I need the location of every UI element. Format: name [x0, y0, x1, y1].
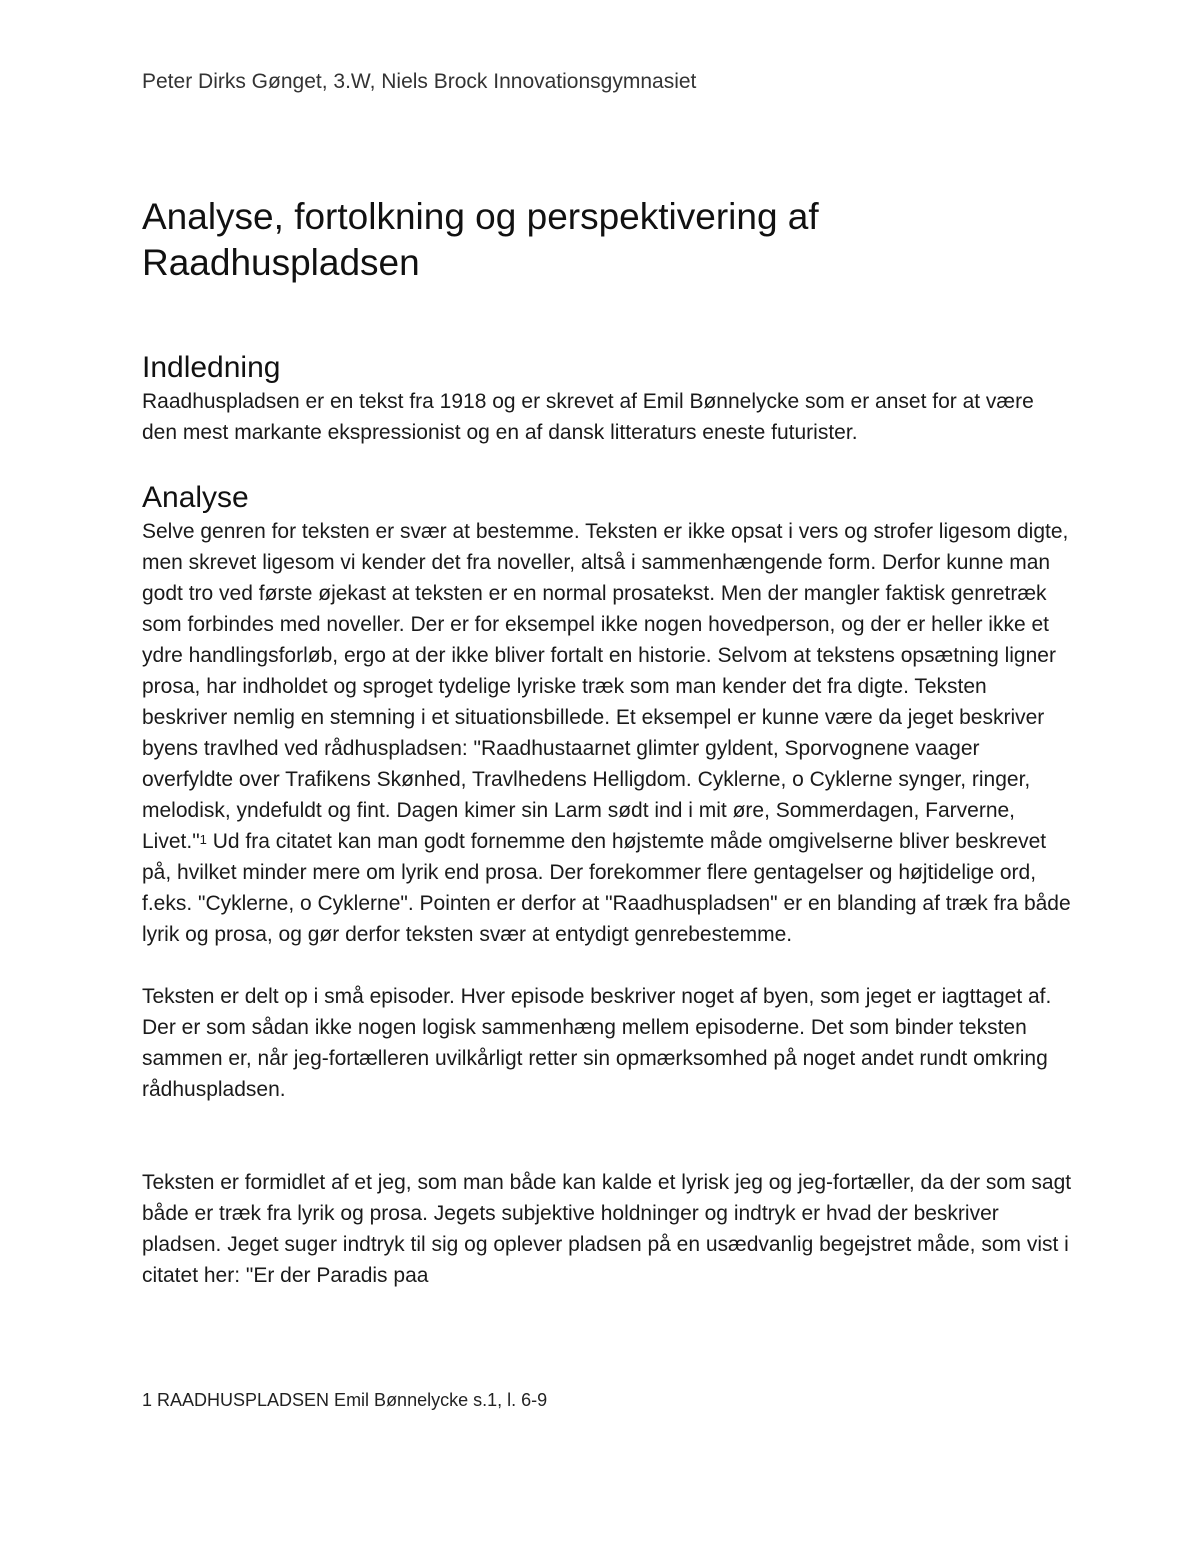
analysis-paragraph-1 — [142, 516, 1072, 950]
title-line-2: Raadhuspladsen — [142, 242, 420, 283]
title-line-1: Analyse, fortolkning og perspektivering af — [142, 196, 819, 237]
intro-paragraph: Raadhuspladsen er en tekst fra 1918 og er skrevet af Emil Bønnelycke som er anset for at være den mest markante ekspressionist og en af dansk litteraturs eneste futurister. — [142, 390, 1034, 444]
section-heading-analysis: Analyse — [142, 481, 249, 514]
analysis-paragraph-1-part-a: Selve genren for teksten er svær at bestemme. Teksten er ikke opsat i vers og strofer ligesom digte, men skrevet ligesom vi kender det fra noveller, altså i sammenhængende form. Derfor kunne man godt tro ved første øjekast at teksten er en normal prosatekst. Men der mangler faktisk genretræk som forbindes med noveller. Der er for eksempel ikke nogen hovedperson, og der er heller ikke et ydre handlingsforløb, ergo at der ikke bliver fortalt en historie. Selvom at tekstens opsætning ligner prosa, har indholdet og sproget tydelige lyriske træk som man kender det fra digte. Teksten beskriver nemlig en stemning i et situationsbillede. Et eksempel er kunne være da jeget beskriver byens travlhed ved rådhuspladsen: "Raadhustaarnet glimter gyldent, Sporvognene vaager overfyldte over Trafikens Skønhed, Travlhedens Helligdom. Cyklerne, o Cyklerne synger, ringer, melodisk, yndefuldt og fint. Dagen kimer sin Larm sødt ind i mit øre, Sommerdagen, Farverne, Livet." — [142, 520, 1069, 853]
footnote-reference[interactable]: 1 — [199, 832, 207, 847]
section-heading-intro: Indledning — [142, 351, 281, 384]
analysis-paragraph-1-part-b: Ud fra citatet kan man godt fornemme den højstemte måde omgivelserne bliver beskrevet på, hvilket minder mere om lyrik end prosa. Der forekommer flere gentagelser og højtidelige ord, f.eks. "Cyklerne, o Cyklerne". Pointen er derfor at "Raadhuspladsen" er en blanding af træk fra både lyrik og prosa, og gør derfor teksten svær at entydigt genrebestemme. — [142, 830, 1071, 946]
document-body — [142, 350, 1072, 1291]
analysis-paragraph-3: Teksten er formidlet af et jeg, som man både kan kalde et lyrisk jeg og jeg-fortæller, da der som sagt både er træk fra lyrik og prosa. Jegets subjektive holdninger og indtryk er hvad der beskriver pladsen. Jeget suger indtryk til sig og oplever pladsen på en usædvanlig begejstret måde, som vist i citatet her: "Er der Paradis paa — [142, 1171, 1072, 1287]
analysis-paragraph-2: Teksten er delt op i små episoder. Hver episode beskriver noget af byen, som jeget er iagttaget af. Der er som sådan ikke nogen logisk sammenhæng mellem episoderne. Det som binder teksten sammen er, når jeg-fortælleren uvilkårligt retter sin opmærksomhed på noget andet rundt omkring rådhuspladsen. — [142, 985, 1052, 1101]
page-header: Peter Dirks Gønget, 3.W, Niels Brock Innovationsgymnasiet — [142, 70, 697, 93]
footnote: 1 RAADHUSPLADSEN Emil Bønnelycke s.1, l. 6-9 — [142, 1390, 548, 1410]
document-title — [142, 194, 819, 286]
